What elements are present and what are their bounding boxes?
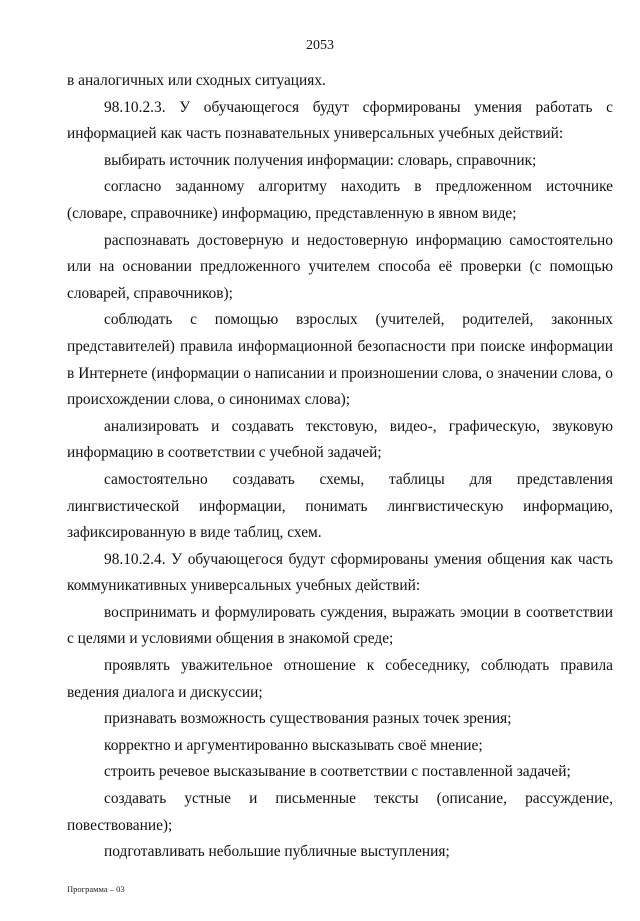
paragraph-item: самостоятельно создавать схемы, таблицы для представления лингвистической информации, понимать лингвистическую информацию, зафиксированную в виде таблиц, схем. [67,470,613,542]
paragraph-item: корректно и аргументированно высказывать своё мнение; [104,736,483,754]
paragraph-item: строить речевое высказывание в соответствии с поставленной задачей; [104,763,571,781]
paragraph-item: согласно заданному алгоритму находить в предложенном источнике (словаре, справочнике) информацию, представленную в явном виде; [67,178,613,222]
section-98-10-2-3: 98.10.2.3. У обучающегося будут сформированы умения работать с информацией как часть познавательных универсальных учебных действий: [67,98,613,143]
paragraph-item: выбирать источник получения информации: словарь, справочник; [104,151,537,169]
document-body [67,68,613,866]
paragraph-item: распознавать достоверную и недостоверную информацию самостоятельно или на основании предложенного учителем способа её проверки (с помощью словарей, справочников); [67,231,613,302]
paragraph-continuation: в аналогичных или сходных ситуациях. [67,72,326,89]
section-98-10-2-4: 98.10.2.4. У обучающегося будут сформированы умения общения как часть коммуникативных универсальных учебных действий: [67,550,613,595]
paragraph-item: соблюдать с помощью взрослых (учителей, родителей, законных представителей) правила информационной безопасности при поиске информации в Интернете (информации о написании и произношении слова, о значении слова, о происхождении слова, о синонимах слова); [67,311,613,409]
paragraph-item: анализировать и создавать текстовую, видео-, графическую, звуковую информацию в соответствии с учебной задачей; [67,417,613,462]
footer-program-label: Программа – 03 [67,884,125,894]
page-number: 2053 [306,38,334,53]
paragraph-item: создавать устные и письменные тексты (описание, рассуждение, повествование); [67,790,613,834]
paragraph-item: проявлять уважительное отношение к собеседнику, соблюдать правила ведения диалога и дискуссии; [67,657,613,701]
paragraph-item: подготавливать небольшие публичные выступления; [104,843,450,861]
paragraph-item: признавать возможность существования разных точек зрения; [104,710,512,728]
paragraph-item: воспринимать и формулировать суждения, выражать эмоции в соответствии с целями и условиями общения в знакомой среде; [67,603,613,648]
